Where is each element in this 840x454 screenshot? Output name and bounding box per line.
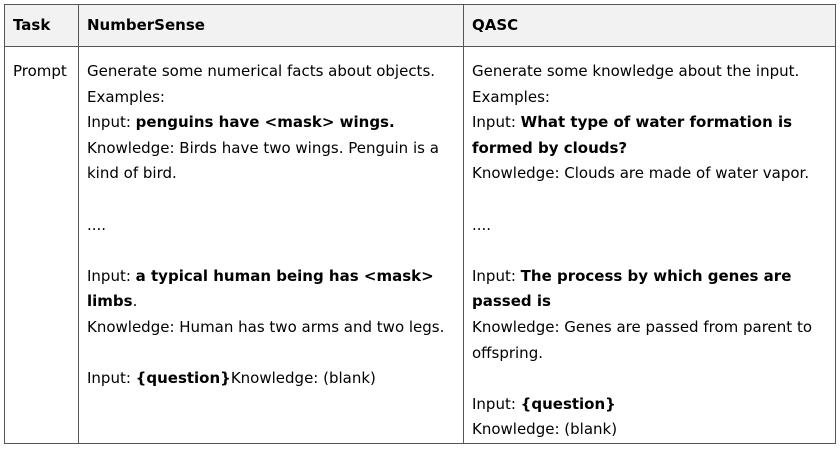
ns-examples-label: Examples: xyxy=(87,87,165,106)
ns-instruction: Generate some numerical facts about objects. xyxy=(87,62,436,80)
qasc-ellipsis: .... xyxy=(472,215,492,234)
qasc-example2-input-b: passed is xyxy=(472,292,551,311)
header-task: Task xyxy=(5,5,79,47)
ns-example1-input: Input: penguins have <mask> wings. xyxy=(87,113,395,132)
ns-example1-knowledge-a: Knowledge: Birds have two wings. Penguin is a xyxy=(87,138,439,157)
ns-example1-knowledge-b: kind of bird. xyxy=(87,164,177,183)
qasc-instruction: Generate some knowledge about the input. xyxy=(472,62,800,80)
header-qasc: QASC xyxy=(464,5,836,47)
qasc-example1-input-a: Input: What type of water formation is xyxy=(472,113,793,132)
numbersense-prompt-cell xyxy=(79,47,464,444)
prompt-row xyxy=(5,47,836,444)
header-numbersense: NumberSense xyxy=(79,5,464,47)
prompt-table xyxy=(4,4,836,444)
ns-example2-input-b: limbs. xyxy=(87,292,138,311)
ns-query-line: Input: {question}Knowledge: (blank) xyxy=(87,369,376,388)
qasc-example2-knowledge-b: offspring. xyxy=(472,343,543,362)
qasc-query-knowledge: Knowledge: (blank) xyxy=(472,420,618,439)
qasc-query-input: Input: {question} xyxy=(472,394,616,413)
qasc-example2-input-a: Input: The process by which genes are xyxy=(472,266,792,285)
qasc-example1-knowledge: Knowledge: Clouds are made of water vapor. xyxy=(472,164,810,183)
ns-example2-knowledge: Knowledge: Human has two arms and two legs. xyxy=(87,317,445,336)
qasc-example2-knowledge-a: Knowledge: Genes are passed from parent to xyxy=(472,317,813,336)
qasc-example1-input-b: formed by clouds? xyxy=(472,138,628,157)
header-row xyxy=(5,5,836,47)
ns-example2-input-a: Input: a typical human being has <mask> xyxy=(87,266,434,285)
row-label-prompt: Prompt xyxy=(5,47,79,444)
qasc-examples-label: Examples: xyxy=(472,87,550,106)
qasc-prompt-cell xyxy=(464,47,836,444)
ns-ellipsis: .... xyxy=(87,215,107,234)
